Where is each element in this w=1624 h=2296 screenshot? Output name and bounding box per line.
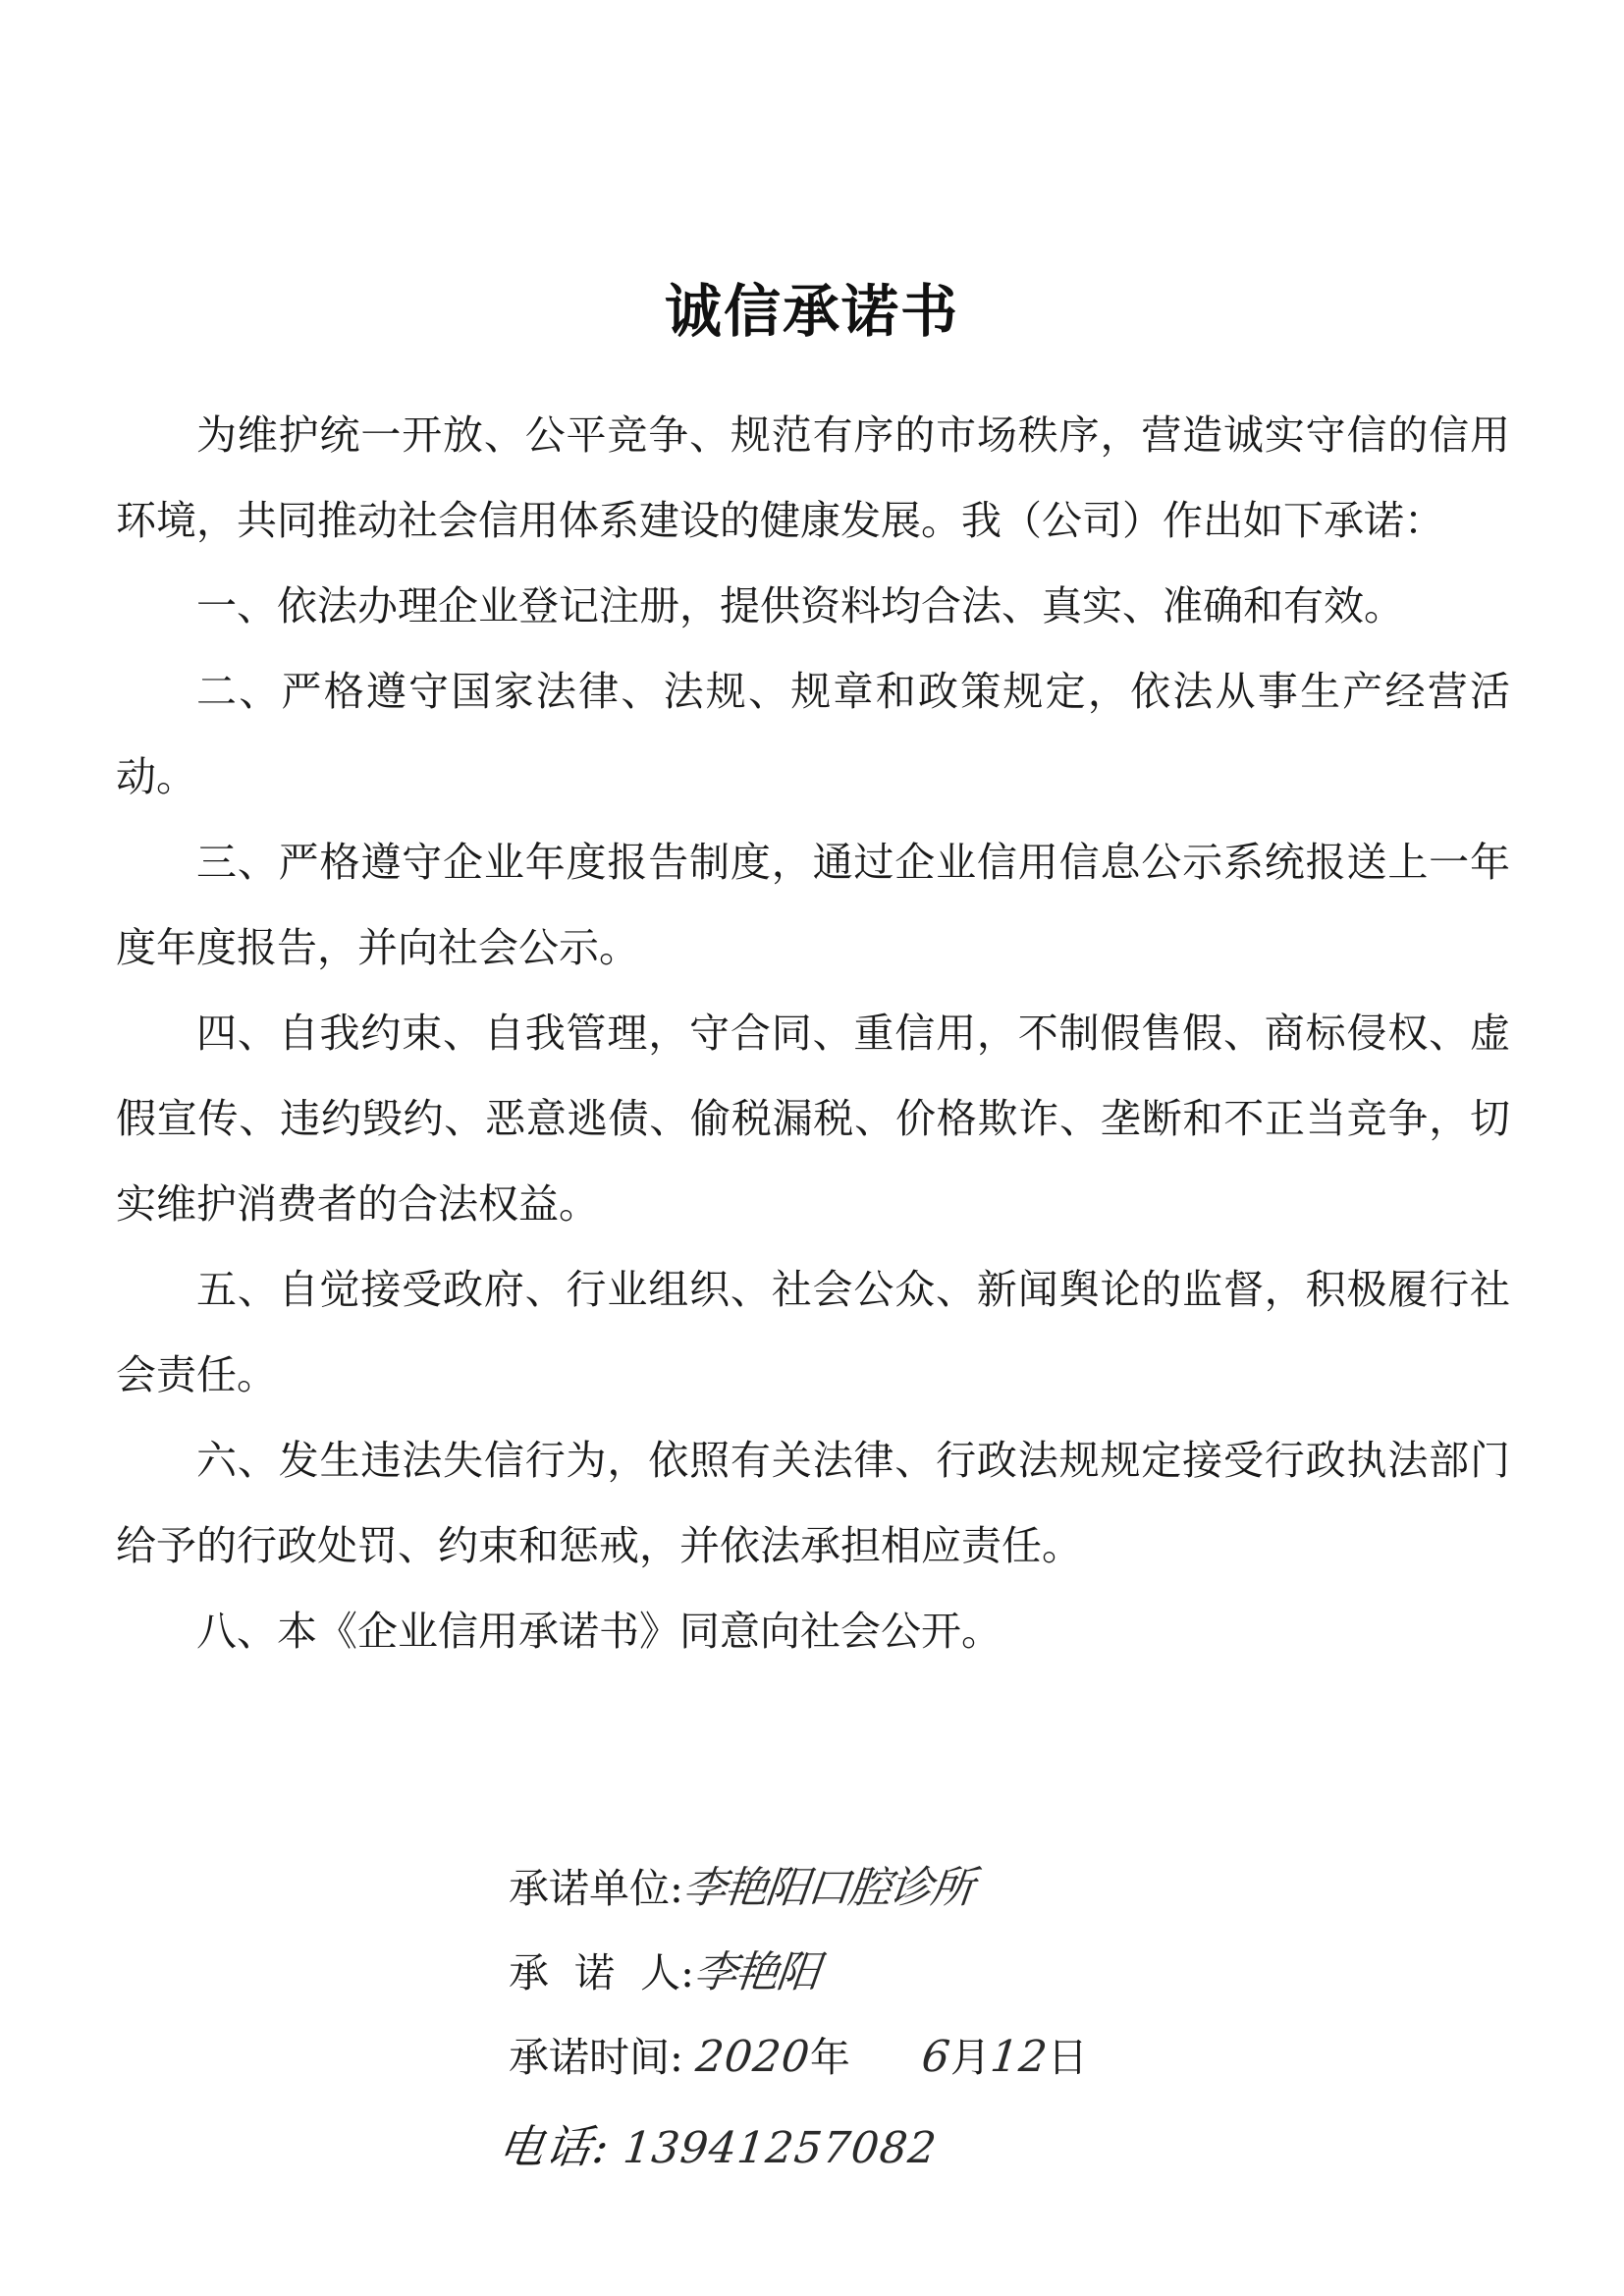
signature-block [495,1846,1490,2194]
person-handwritten-signature: 李艳阳 [691,1947,821,1997]
paragraph-item-8: 八、本《企业信用承诺书》同意向社会公开。 [196,1608,1001,1655]
signature-unit-row [509,1846,1490,1931]
paragraph-item-6: 六、发生违法失信行为，依照有关法律、行政法规规定接受行政执法部门给予的行政处罚、约束和惩戒，并依法承担相应责任。 [116,1437,1510,1569]
date-day-char: 日 [1047,2034,1088,2081]
document-body [116,393,1510,1674]
person-label: 承 诺 人: [509,1949,694,1996]
phone-handwritten: 13941257082 [620,2123,940,2173]
date-month-handwritten: 6 [919,2032,953,2082]
paragraph-item-1: 一、依法办理企业登记注册，提供资料均合法、真实、准确和有效。 [196,582,1404,629]
date-label: 承诺时间: [509,2034,683,2081]
date-day-handwritten: 12 [988,2032,1051,2082]
paragraph-item-5: 五、自觉接受政府、行业组织、社会公众、新闻舆论的监督，积极履行社会责任。 [116,1266,1510,1398]
paragraph-item-4: 四、自我约束、自我管理，守合同、重信用，不制假售假、商标侵权、虚假宣传、违约毁约、恶意逃债、偷税漏税、价格欺诈、垄断和不正当竞争，切实维护消费者的合法权益。 [116,1010,1510,1228]
paragraph-item-2: 二、严格遵守国家法律、法规、规章和政策规定，依法从事生产经营活动。 [116,668,1510,800]
unit-handwritten-signature: 李艳阳口腔诊所 [680,1863,975,1913]
signature-date-row [509,2015,1490,2100]
date-month-char: 月 [949,2034,991,2081]
signature-phone-row [495,2100,1490,2194]
document-title: 诚信承诺书 [664,278,959,345]
paragraph-item-3: 三、严格遵守企业年度报告制度，通过企业信用信息公示系统报送上一年度年度报告，并向社会公示。 [116,839,1510,971]
date-year-char: 年 [809,2034,850,2081]
signature-person-row [509,1931,1490,2015]
paragraph-intro: 为维护统一开放、公平竞争、规范有序的市场秩序，营造诚实守信的信用环境，共同推动社会信用体系建设的健康发展。我（公司）作出如下承诺： [116,411,1510,544]
phone-label-handwritten: 电话: [495,2120,615,2173]
date-month-group [919,2015,991,2100]
date-year-handwritten: 2020 [693,2032,813,2082]
unit-label: 承诺单位: [509,1865,683,1912]
